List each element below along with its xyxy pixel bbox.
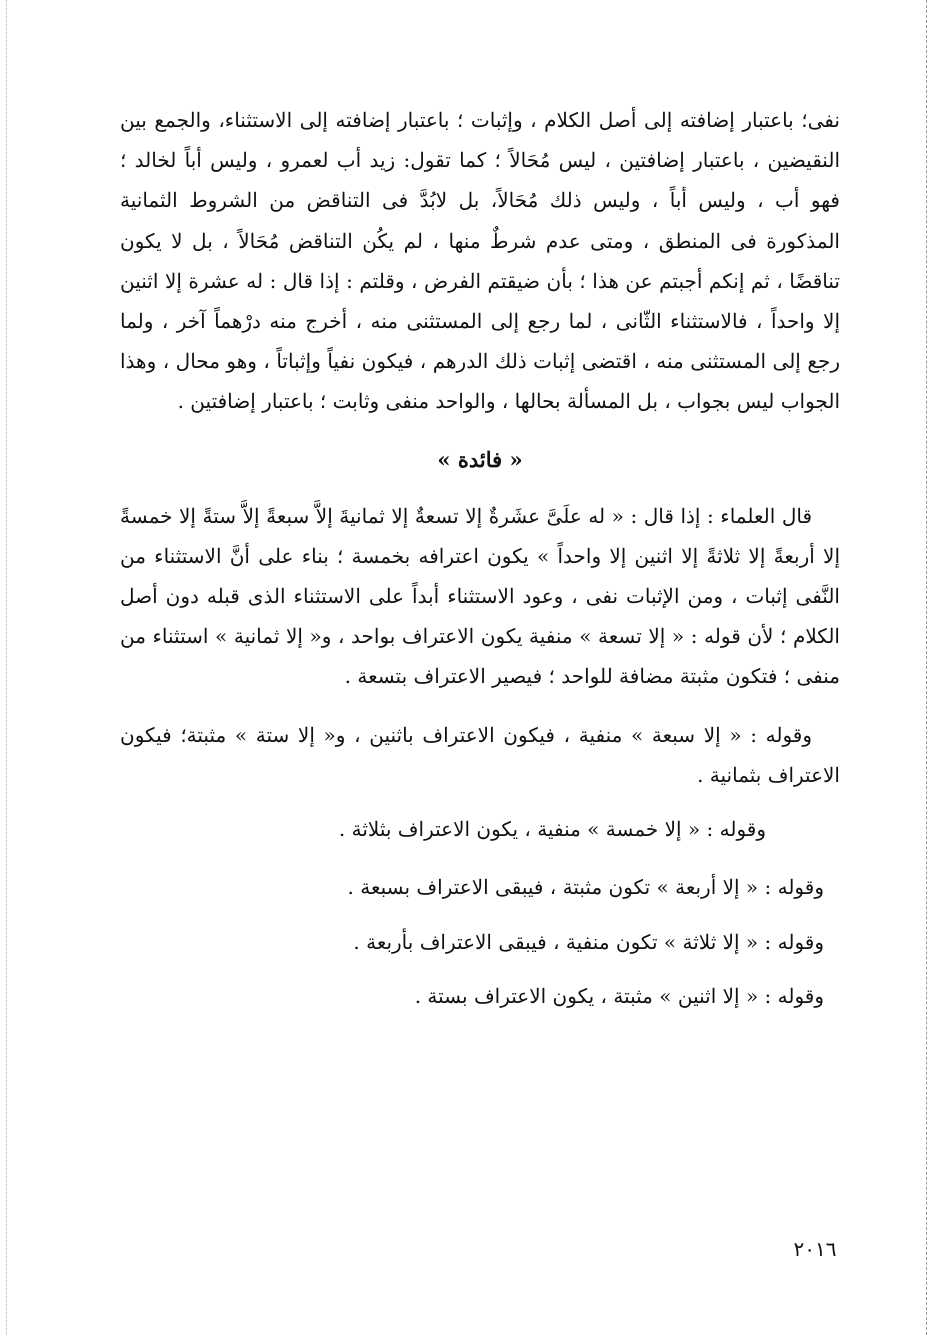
line-two: وقوله : « إلا اثنين » مثبتة ، يكون الاعتراف بستة . — [414, 984, 824, 1009]
line-five: وقوله : « إلا خمسة » منفية ، يكون الاعتراف بثلاثة . — [338, 817, 766, 842]
line-three: وقوله : « إلا ثلاثة » تكون منفية ، فيبقى الاعتراف بأربعة . — [353, 930, 824, 955]
page-body — [120, 100, 840, 1016]
line-four: وقوله : « إلا أربعة » تكون مثبتة ، فيبقى الاعتراف بسبعة . — [347, 875, 824, 900]
section-heading-faida: « فائدة » — [437, 446, 523, 472]
paragraph-scholars-statement: قال العلماء : إذا قال : « له علَىَّ عشَرةٌ إلا تسعةٌ إلا ثمانيةَ إلاَّ سبعةً إلاَّ ستةً إلا خمسةً إلا أربعةً إلا ثلاثةً إلا اثنين إلا واحداً » يكون اعترافه بخمسة ؛ بناء على أنَّ الاستثناء من النَّفى إثبات ، ومن الإثبات نفى ، وعود الاستثناء أبداً على الاستثناء الذى قبله دون أصل الكلام ؛ لأن قوله : « إلا تسعة » منفية يكون الاعتراف بواحد ، و« إلا ثمانية » استثناء من منفى ؛ فتكون مثبتة مضافة للواحد ؛ فيصير الاعتراف بتسعة . — [120, 503, 840, 689]
scan-edge-left — [6, 0, 7, 1335]
paragraph-seven-six: وقوله : « إلا سبعة » منفية ، فيكون الاعتراف باثنين ، و« إلا ستة » مثبتة؛ فيكون الاعتراف بثمانية . — [120, 722, 840, 787]
explanation-lines — [120, 809, 840, 1016]
paragraph-continuation: نفى؛ باعتبار إضافته إلى أصل الكلام ، وإثبات ؛ باعتبار إضافته إلى الاستثناء، والجمع بين النقيضين ، باعتبار إضافتين ، ليس مُحَالاً ؛ كما تقول: زيد أب لعمرو ، وليس أباً لخالد ؛ فهو أب ، وليس أباً ، وليس ذلك مُحَالاً، بل لابُدَّ فى التناقض من الشروط الثمانية المذكورة فى المنطق ، ومتى عدم شرطٌ منها ، لم يكُن التناقض مُحَالاً ، بل لا يكون تناقضًا ، ثم إنكم أجبتم عن هذا ؛ بأن ضيقتم الفرض ، وقلتم : إذا قال : له عشرة إلا اثنين إلا واحداً ، فالاستثناء الثّانى ، لما رجع إلى المستثنى منه ، أخرج منه درْهماً آخر ، ولما رجع إلى المستثنى منه ، اقتضى إثبات ذلك الدرهم ، فيكون نفياً وإثباتاً ، وهو محال ، وهذا الجواب ليس بجواب ، بل المسألة بحالها ، والواحد منفى وثابت ؛ باعتبار إضافتين . — [120, 108, 840, 414]
page-number: ٢٠١٦ — [793, 1237, 837, 1261]
scan-edge-right — [926, 0, 927, 1335]
